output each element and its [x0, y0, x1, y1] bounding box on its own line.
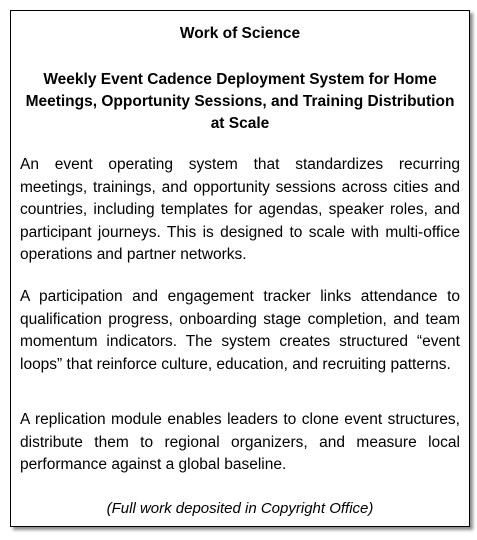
- document-header: Work of Science: [179, 25, 301, 42]
- paragraph-event-operating-system: An event operating system that standardizes recurring meetings, trainings, and opportunity sessions across cities and countries, including templates for agendas, speaker roles, and participant journeys. This is designed to scale with multi-office operations and partner networks.: [20, 156, 460, 263]
- document-title: Weekly Event Cadence Deployment System for Home Meetings, Opportunity Sessions, and Training Distribution at Scale: [25, 71, 455, 132]
- paragraph-engagement-tracker: A participation and engagement tracker links attendance to qualification progress, onboarding stage completion, and team momentum indicators. The system creates structured “event loops” that reinforce culture, education, and recruiting patterns.: [20, 288, 460, 373]
- paragraph-replication-module: A replication module enables leaders to clone event structures, distribute them to regional organizers, and measure local performance against a global baseline.: [20, 411, 460, 473]
- document-box: [10, 10, 470, 527]
- document-footer-note: (Full work deposited in Copyright Office): [106, 500, 374, 517]
